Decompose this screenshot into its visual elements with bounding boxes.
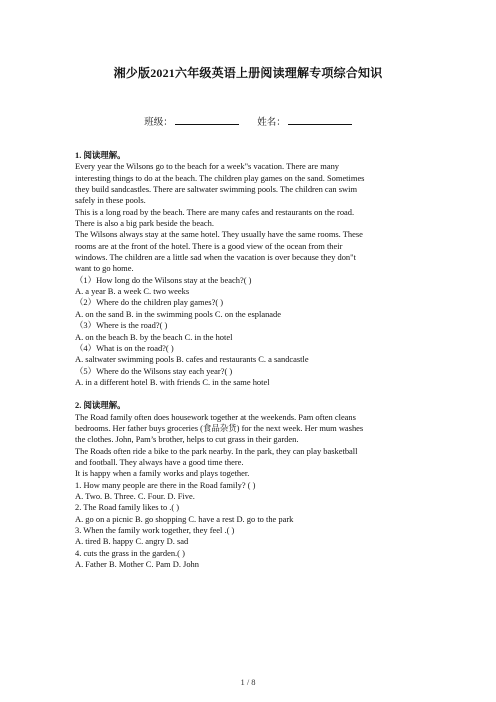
- section1-line: （3）Where is the road?( ): [75, 320, 168, 331]
- section2-line: A. go on a picnic B. go shopping C. have a rest D. go to the park: [75, 513, 294, 524]
- section2-line: bedrooms. Her father buys groceries (食品杂货) for the next week. Her mum washes: [75, 422, 364, 433]
- section1-heading: 1. 阅读理解。: [75, 150, 126, 160]
- section1-line: This is a long road by the beach. There are many cafes and restaurants on the road.: [75, 206, 355, 217]
- section2-line: the clothes. John, Pam’s brother, helps to cut grass in their garden.: [75, 434, 299, 445]
- section1-line: rooms are at the front of the hotel. There is a good view of the ocean from their: [75, 240, 343, 251]
- section1-line: （2）Where do the children play games?( ): [75, 297, 224, 308]
- section2-line: A. Two. B. Three. C. Four. D. Five.: [75, 490, 195, 501]
- section1-line: interesting things to do at the beach. The children play games on the sand. Sometimes: [75, 172, 365, 183]
- section1-line: Every year the Wilsons go to the beach for a week"s vacation. There are many: [75, 161, 340, 172]
- student-info: [0, 114, 496, 128]
- section1-line: （5）Where do the Wilsons stay each year?( ): [75, 365, 233, 376]
- section-gap: [75, 388, 425, 400]
- section1-line: they build sandcastles. There are saltwater swimming pools. The children can swim: [75, 184, 358, 195]
- name-field: [257, 114, 352, 128]
- section1-line: A. on the sand B. in the swimming pools C. on the esplanade: [75, 308, 281, 319]
- section1-line: There is also a big park beside the beach.: [75, 218, 214, 229]
- section2-line: A. tired B. happy C. angry D. sad: [75, 536, 189, 547]
- section1-body: [75, 161, 425, 388]
- section1-line: A. a year B. a week C. two weeks: [75, 286, 190, 297]
- section1-line: A. on the beach B. by the beach C. in the hotel: [75, 331, 233, 342]
- section2-body: [75, 412, 425, 571]
- document-title: 湘少版2021六年级英语上册阅读理解专项综合知识: [113, 66, 383, 80]
- section2-line: 2. The Road family likes to .( ): [75, 502, 180, 513]
- section2-line: and football. They always have a good time there.: [75, 456, 244, 467]
- class-blank: [175, 115, 239, 125]
- section2-line: The Roads often ride a bike to the park nearby. In the park, they can play basketball: [75, 445, 358, 456]
- section1-line: （4）What is on the road?( ): [75, 342, 174, 353]
- section2-line: The Road family often does housework together at the weekends. Pam often cleans: [75, 411, 356, 422]
- section2-line: 1. How many people are there in the Road family? ( ): [75, 479, 256, 490]
- content: [75, 150, 425, 570]
- class-field: [144, 114, 239, 128]
- section2-line: 3. When the family work together, they feel .( ): [75, 525, 235, 535]
- section1-line: A. in a different hotel B. with friends C. in the same hotel: [75, 376, 270, 387]
- section1-line: A. saltwater swimming pools B. cafes and restaurants C. a sandcastle: [75, 354, 309, 365]
- section1-line: want to go home.: [75, 263, 134, 274]
- name-label: 姓名：: [257, 118, 286, 128]
- section1-line: safely in these pools.: [75, 195, 146, 206]
- section1-line: （1）How long do the Wilsons stay at the beach?( ): [75, 274, 252, 285]
- class-label: 班级：: [144, 118, 173, 128]
- name-blank: [288, 115, 352, 125]
- section2-line: It is happy when a family works and plays together.: [75, 468, 250, 479]
- section2-line: A. Father B. Mother C. Pam D. John: [75, 559, 199, 570]
- section1-line: The Wilsons always stay at the same hotel. They usually have the same rooms. These: [75, 229, 363, 240]
- page-number: 1 / 8: [240, 677, 256, 687]
- section2-heading: 2. 阅读理解。: [75, 400, 126, 411]
- section1-line: windows. The children are a little sad when the vacation is over because they don"t: [75, 252, 356, 263]
- section2-line: 4. cuts the grass in the garden.( ): [75, 547, 185, 558]
